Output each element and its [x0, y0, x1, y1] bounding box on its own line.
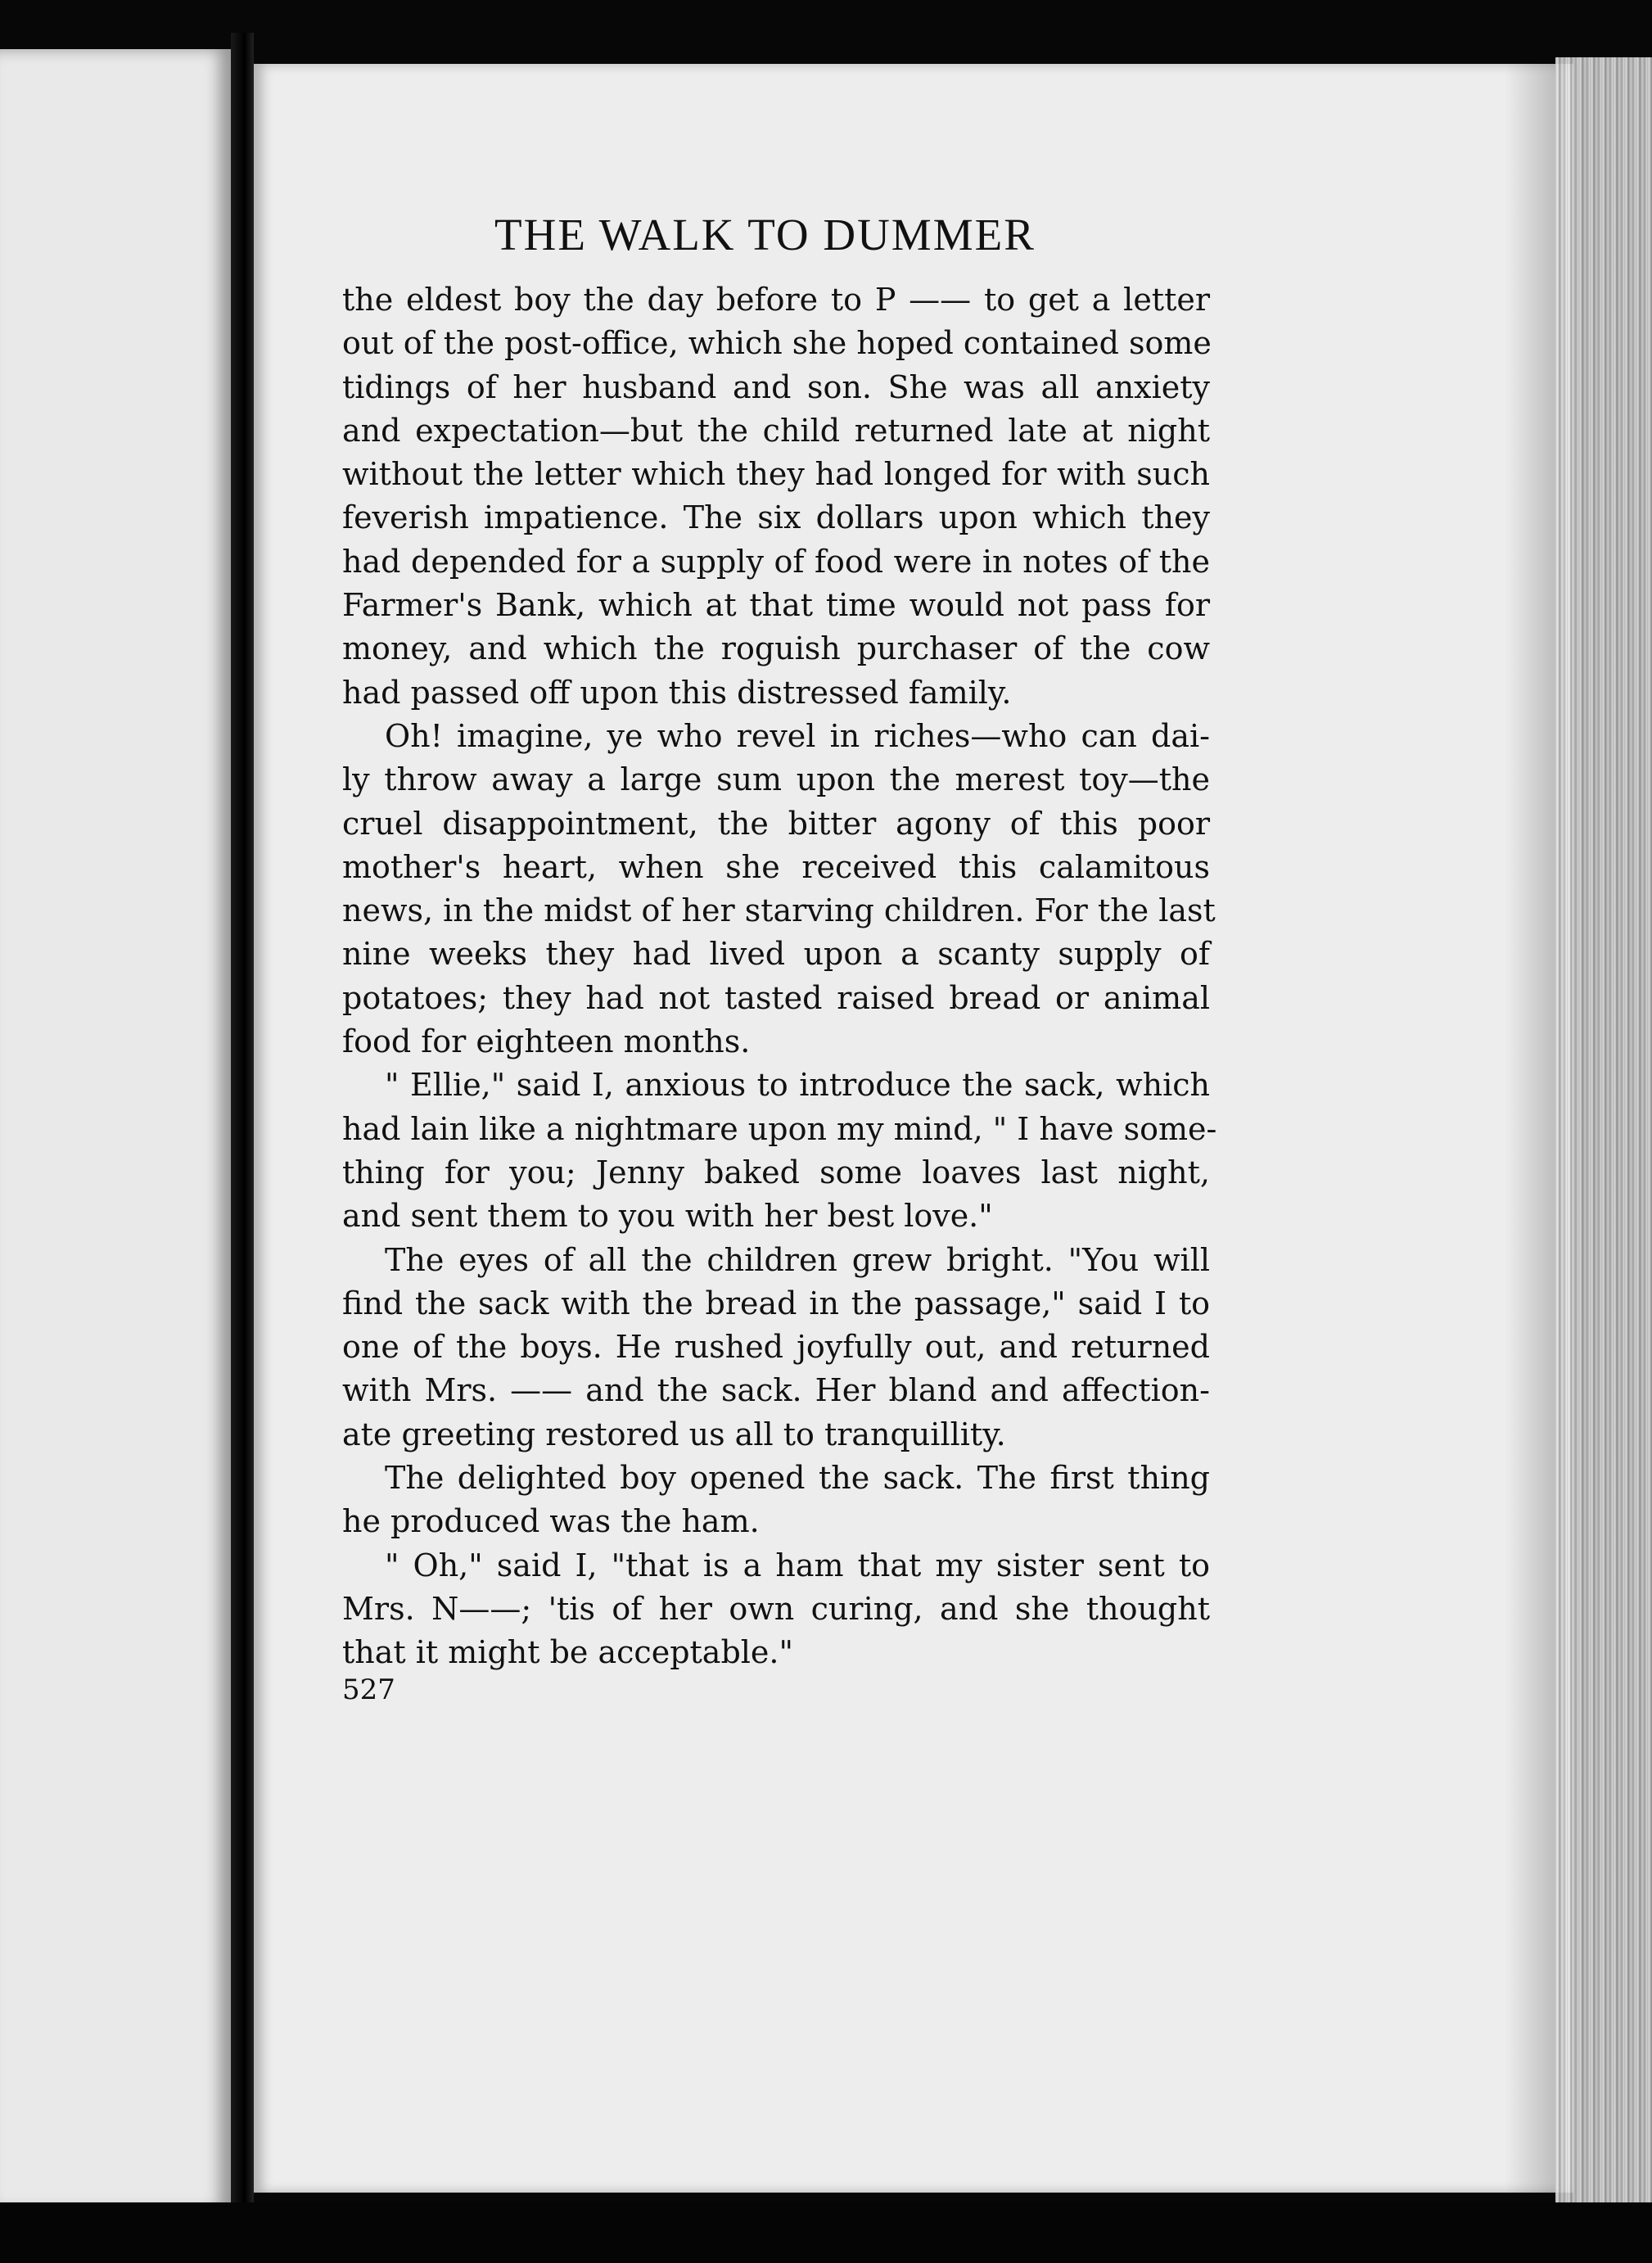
- text-line: had depended for a supply of food were in notes of the: [342, 543, 1210, 580]
- running-head: THE WALK TO DUMMER: [494, 210, 1036, 260]
- text-line: cruel disappointment, the bitter agony of this poor: [342, 805, 1210, 842]
- text-line: The delighted boy opened the sack. The first thing: [385, 1460, 1210, 1497]
- text-line: The eyes of all the children grew bright. "You will: [385, 1241, 1210, 1278]
- text-line: Farmer's Bank, which at that time would not pass for: [342, 587, 1210, 624]
- text-line: had passed off upon this distressed family.: [342, 674, 1012, 711]
- text-line: Oh! imagine, ye who revel in riches—who can dai-: [385, 717, 1210, 754]
- text-line: without the letter which they had longed for with such: [342, 456, 1210, 493]
- text-line: mother's heart, when she received this calamitous: [342, 848, 1210, 885]
- text-line: with Mrs. —— and the sack. Her bland and affection-: [342, 1372, 1210, 1409]
- text-line: feverish impatience. The six dollars upon which they: [342, 499, 1210, 536]
- text-line: news, in the midst of her starving children. For the last: [342, 892, 1216, 929]
- text-line: the eldest boy the day before to P —— to get a letter: [342, 282, 1210, 318]
- text-line: " Ellie," said I, anxious to introduce the sack, which: [385, 1067, 1210, 1104]
- text-line: thing for you; Jenny baked some loaves last night,: [342, 1154, 1210, 1190]
- page-number: 527: [342, 1674, 395, 1706]
- text-line: potatoes; they had not tasted raised bread or animal: [342, 979, 1210, 1016]
- body-text: [342, 278, 1217, 1675]
- text-line: tidings of her husband and son. She was all anxiety: [342, 368, 1210, 405]
- page-edges: [1555, 57, 1652, 2219]
- text-line: money, and which the roguish purchaser of the cow: [342, 630, 1210, 667]
- text-line: Mrs. N——; 'tis of her own curing, and she thought: [342, 1590, 1210, 1627]
- text-line: " Oh," said I, "that is a ham that my sister sent to: [385, 1547, 1210, 1583]
- scan-bottom-border: [0, 2202, 1652, 2263]
- left-page: [0, 49, 231, 2211]
- text-line: out of the post-office, which she hoped contained some: [342, 325, 1212, 362]
- text-line: ate greeting restored us all to tranquillity.: [342, 1416, 1006, 1452]
- page-edge-shadow: [1505, 64, 1562, 2193]
- book-gutter: [231, 33, 254, 2227]
- text-line: that it might be acceptable.": [342, 1634, 793, 1671]
- text-line: and expectation—but the child returned late at night: [342, 412, 1210, 449]
- text-line: and sent them to you with her best love.": [342, 1198, 993, 1235]
- text-line: he produced was the ham.: [342, 1503, 760, 1540]
- text-line: food for eighteen months.: [342, 1023, 751, 1060]
- text-line: ly throw away a large sum upon the merest toy—the: [342, 761, 1210, 798]
- text-line: nine weeks they had lived upon a scanty supply of: [342, 936, 1210, 973]
- text-line: had lain like a nightmare upon my mind, " I have some-: [342, 1110, 1217, 1147]
- text-line: one of the boys. He rushed joyfully out, and returned: [342, 1329, 1210, 1366]
- text-line: find the sack with the bread in the passage," said I to: [342, 1285, 1210, 1321]
